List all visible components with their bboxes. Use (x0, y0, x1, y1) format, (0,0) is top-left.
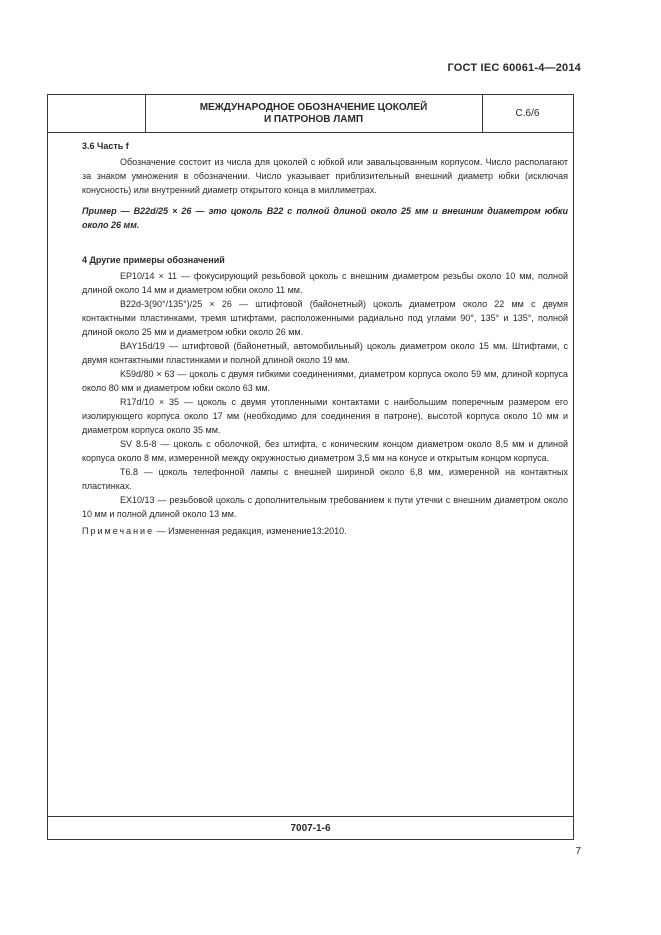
designation-example: R17d/10 × 35 — цоколь с двумя утопленными контактами с наибольшим поперечным размером его изолирующего корпуса около 17 мм (необходимо для соединения в патроне), высотой корпуса около 10 мм и диаметром корпуса около 35 мм. (82, 397, 568, 435)
section-3-6-example: Пример — B22d/25 × 26 — это цоколь B22 с полной длиной около 25 мм и внешним диаметром юбки около 26 мм. (82, 206, 568, 230)
sheet-number: С.6/6 (515, 108, 540, 119)
sheet-title-line-2: И ПАТРОНОВ ЛАМП (263, 113, 364, 125)
designation-example: B22d-3(90°/135°)/25 × 26 — штифтовой (байонетный) цоколь диаметром около 22 мм с двумя контактными пластинками, тремя штифтами, расположенными радиально под углами 90°, 135° и 135°, полной длиной около 25 мм и диаметром юбки около 26 мм. (82, 299, 568, 337)
sheet-content (82, 139, 568, 538)
sheet-frame (47, 94, 574, 840)
designation-example: SV 8.5-8 — цоколь с оболочкой, без штифта, с коническим концом диаметром около 8,5 мм и длиной корпуса около 8 мм, измеренной между окружностью диаметром 3,5 мм на конусе и открытым концом корпуса. (82, 439, 568, 463)
note (82, 524, 568, 538)
sheet-title-line-1: МЕЖДУНАРОДНОЕ ОБОЗНАЧЕНИЕ ЦОКОЛЕЙ (199, 101, 428, 113)
note-label: Примечание (82, 526, 155, 536)
designation-example: T6.8 — цоколь телефонной лампы с внешней шириной около 6,8 мм, измеренной на контактных пластинках. (82, 467, 568, 491)
page-number: 7 (575, 846, 581, 857)
title-block (48, 95, 573, 133)
section-3-6-paragraph: Обозначение состоит из числа для цоколей с юбкой или завальцованным корпусом. Число располагают за знаком умножения в обозначении. Число указывает приблизительный внешний диаметр юбки (исключая конусность) или внутренний диаметр открытого конца в миллиметрах. (82, 157, 568, 195)
designation-example: BAY15d/19 — штифтовой (байонетный, автомобильный) цоколь диаметром около 15 мм. Штифтами, с двумя контактными пластинками и полной длиной около 19 мм. (82, 341, 568, 365)
designation-example: EX10/13 — резьбовой цоколь с дополнительным требованием к пути утечки с внешним диаметром около 10 мм и полной длиной около 13 мм. (82, 495, 568, 519)
designation-example: K59d/80 × 63 — цоколь с двумя гибкими соединениями, диаметром корпуса около 59 мм, длиной корпуса около 80 мм и диаметром юбки около 63 мм. (82, 369, 568, 393)
sheet-title (145, 95, 483, 132)
section-4-title: 4 Другие примеры обозначений (82, 255, 225, 265)
designation-example: EP10/14 × 11 — фокусирующий резьбовой цоколь с внешним диаметром резьбы около 10 мм, полной длиной около 14 мм и диаметром юбки около 11 мм. (82, 271, 568, 295)
document-code: ГОСТ IEC 60061-4—2014 (447, 62, 581, 74)
title-block-empty-cell (48, 95, 146, 132)
section-3-6-title: 3.6 Часть f (82, 141, 129, 151)
note-text: — Измененная редакция, изменение13:2010. (154, 526, 347, 536)
footer-code: 7007-1-6 (48, 816, 573, 839)
